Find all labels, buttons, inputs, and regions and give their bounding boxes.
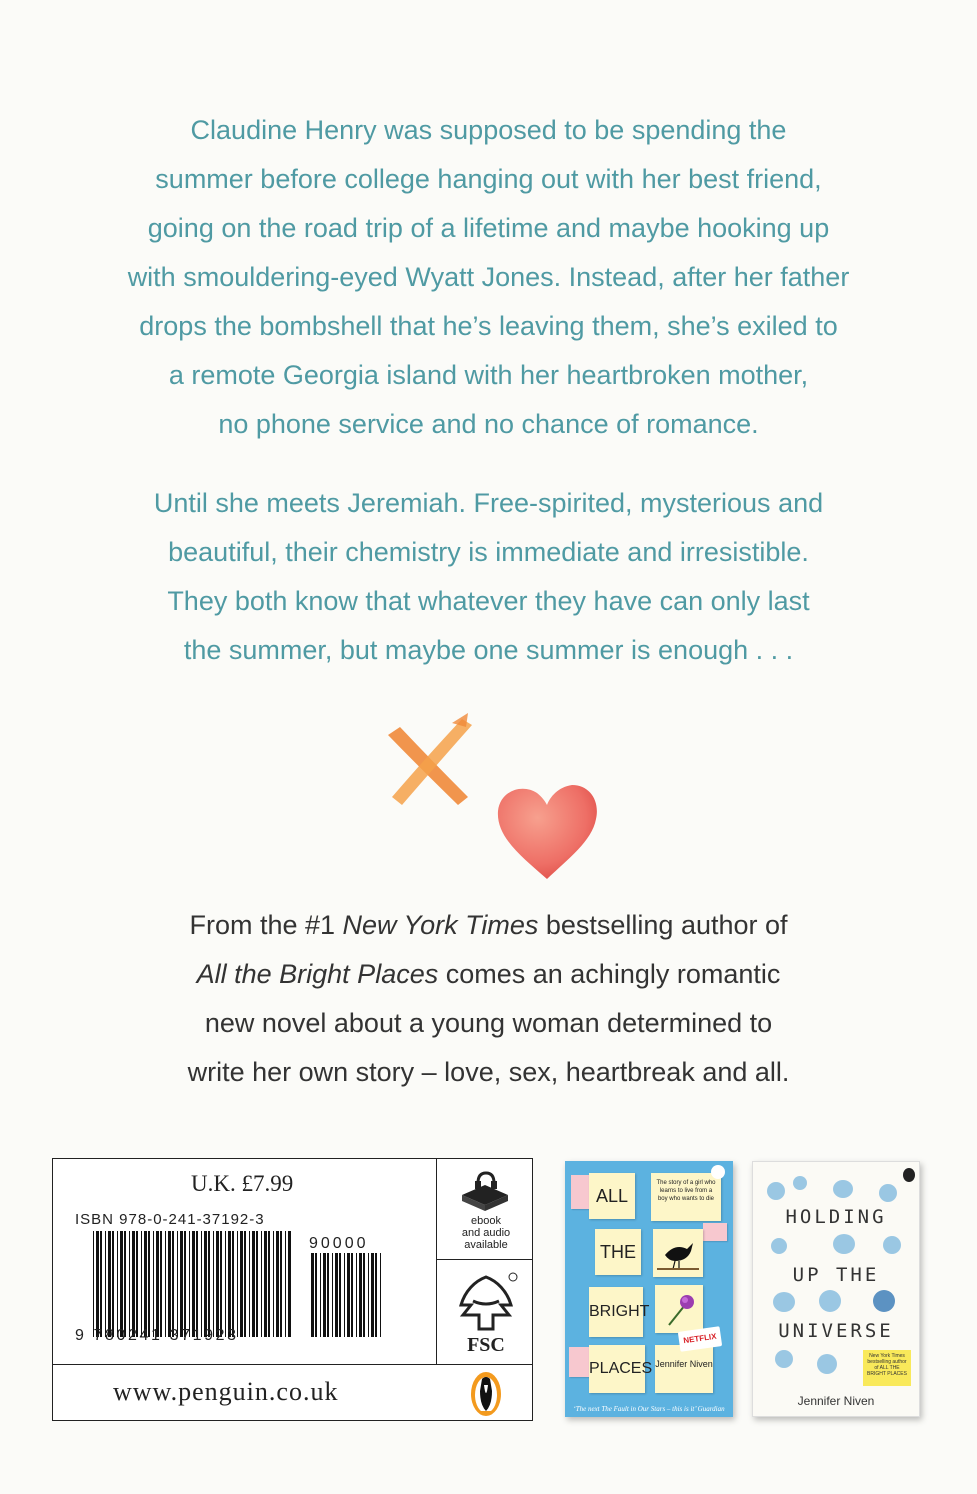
barcode-bar (363, 1253, 365, 1337)
blurb-paragraph-1 (60, 106, 917, 449)
fsc-text: FSC (467, 1334, 505, 1355)
barcode-bar (273, 1231, 274, 1337)
barcode-bar (311, 1253, 314, 1337)
barcode-bar (315, 1253, 317, 1337)
flower-icon (655, 1285, 703, 1333)
tagline-line-1: From the #1 New York Times bestselling author of (189, 910, 788, 940)
penguin-mini-icon (711, 1165, 725, 1179)
tagline-line-4: write her own story – love, sex, heartbreak and all. (187, 1057, 790, 1087)
sticky-note (569, 1347, 589, 1377)
barcode-bar (184, 1231, 186, 1337)
blurb-line: They both know that whatever they have can only last (167, 586, 810, 616)
barcode-bar (132, 1231, 135, 1337)
barcode-bar (344, 1253, 345, 1337)
barcode-bar (356, 1253, 357, 1337)
fsc-logo-icon (453, 1271, 519, 1355)
barcode-bar (189, 1231, 190, 1337)
ebook-text-line: available (464, 1239, 508, 1251)
barcode-bar (232, 1231, 234, 1337)
watercolor-heart-icon (492, 775, 602, 885)
barcode-bar (228, 1231, 231, 1337)
barcode-bar (225, 1231, 226, 1337)
barcode-panel (52, 1158, 533, 1421)
blue-dot (817, 1354, 837, 1374)
book-cover-holding-up-the-universe (752, 1161, 920, 1417)
barcode-bar (335, 1253, 338, 1337)
barcode-bar (216, 1231, 219, 1337)
blue-dot (879, 1184, 897, 1202)
barcode-bar (172, 1231, 174, 1337)
blurb-line: summer before college hanging out with her best friend, (155, 164, 822, 194)
barcode-bar (100, 1231, 102, 1337)
ebook-text-line: and audio (461, 1227, 511, 1239)
barcode-bar (280, 1231, 282, 1337)
barcode-bar (141, 1231, 142, 1337)
sticky-note-the: THE (595, 1229, 641, 1275)
barcode-bar (160, 1231, 162, 1337)
sticky-note-bright: BRIGHT (589, 1287, 643, 1337)
barcode-bar (339, 1253, 341, 1337)
barcode-bar (244, 1231, 246, 1337)
barcode-bar (124, 1231, 126, 1337)
barcode-bar (108, 1231, 111, 1337)
barcode-bar (204, 1231, 207, 1337)
book2-title-line-2: UP THE (792, 1264, 880, 1286)
barcode-bar (96, 1231, 99, 1337)
sticky-note-places: PLACES (589, 1345, 645, 1393)
ean-digits: 9 780241 371923 (75, 1327, 239, 1344)
blurb-paragraph-2 (60, 479, 917, 675)
sticky-note-blurb: The story of a girl who learns to live from a boy who wants to die (651, 1173, 721, 1221)
barcode-bar (276, 1231, 279, 1337)
ebook-text-line: ebook (471, 1215, 501, 1227)
barcode-bar (180, 1231, 183, 1337)
barcode-bar (249, 1231, 250, 1337)
barcode-bar (144, 1231, 147, 1337)
isbn-label: ISBN 978-0-241-37192-3 (75, 1211, 265, 1228)
blurb-line: no phone service and no chance of romance. (218, 409, 759, 439)
ebook-audio-icon (458, 1169, 512, 1215)
panel-divider (53, 1364, 532, 1365)
blue-dot (833, 1234, 855, 1254)
barcode-bar (375, 1253, 377, 1337)
blue-dot (833, 1180, 853, 1198)
barcode-bar (208, 1231, 210, 1337)
barcode-bar (285, 1231, 286, 1337)
blue-dot (775, 1350, 793, 1368)
barcode-bar (268, 1231, 270, 1337)
barcode-bar (380, 1253, 381, 1337)
blurb-line: beautiful, their chemistry is immediate and irresistible. (168, 537, 809, 567)
addon-digits: 90000 (309, 1235, 369, 1252)
barcode-bar (252, 1231, 255, 1337)
barcode-bar (332, 1253, 333, 1337)
addon-barcode (309, 1253, 383, 1337)
barcode-bar (117, 1231, 118, 1337)
price-label: U.K. £7.99 (191, 1171, 294, 1196)
blurb-line: Claudine Henry was supposed to be spending the (190, 115, 787, 145)
barcode-bar (368, 1253, 369, 1337)
blue-dot (819, 1290, 841, 1312)
tagline-line-3: new novel about a young woman determined to (204, 1008, 773, 1038)
sticky-note-flower (655, 1285, 703, 1333)
barcode-bar (237, 1231, 238, 1337)
tagline-line-2: All the Bright Places comes an achingly romantic (196, 959, 781, 989)
bird-icon (653, 1229, 703, 1277)
barcode-bar (105, 1231, 106, 1337)
blue-dot (873, 1290, 895, 1312)
barcode-bar (201, 1231, 202, 1337)
watercolor-x-icon (380, 713, 480, 813)
barcode-bar (120, 1231, 123, 1337)
sticky-note (703, 1223, 727, 1241)
blurb-line: Until she meets Jeremiah. Free-spirited, mysterious and (153, 488, 824, 518)
blurb-line: with smouldering-eyed Wyatt Jones. Instead, after her father (127, 262, 850, 292)
barcode-bar (196, 1231, 198, 1337)
barcode-bar (288, 1231, 291, 1337)
barcode-bar (153, 1231, 154, 1337)
panel-divider (436, 1259, 533, 1260)
barcode-bar (256, 1231, 258, 1337)
barcode-bar (359, 1253, 362, 1337)
blue-dot (793, 1176, 807, 1190)
penguin-logo-icon (470, 1371, 502, 1417)
barcode-bar (213, 1231, 214, 1337)
blue-dot (767, 1182, 785, 1200)
blurb-line: going on the road trip of a lifetime and maybe hooking up (147, 213, 830, 243)
blurb-line: drops the bombshell that he’s leaving them, she’s exiled to (139, 311, 838, 341)
ebook-availability (441, 1215, 531, 1251)
barcode-bar (93, 1231, 94, 1337)
book2-title-line-3: UNIVERSE (778, 1320, 894, 1342)
blurb-line: a remote Georgia island with her heartbroken mother, (168, 360, 809, 390)
barcode-bar (136, 1231, 138, 1337)
publisher-url: www.penguin.co.uk (113, 1377, 339, 1406)
ean-barcode (91, 1231, 291, 1337)
sticky-note-bird (653, 1229, 703, 1277)
barcode-bar (177, 1231, 178, 1337)
barcode-bar (220, 1231, 222, 1337)
barcode-bar (192, 1231, 195, 1337)
barcode-bar (261, 1231, 262, 1337)
barcode-bar (323, 1253, 326, 1337)
blue-dot (771, 1238, 787, 1254)
book2-title-line-1: HOLDING (785, 1206, 887, 1228)
author-note: New York Times bestselling author of ALL THE BRIGHT PLACES (863, 1350, 911, 1386)
sticky-note-all: ALL (589, 1173, 635, 1219)
barcode-bar (371, 1253, 374, 1337)
blurb-line: the summer, but maybe one summer is enough . . . (183, 635, 794, 665)
barcode-bar (129, 1231, 130, 1337)
barcode-bar (156, 1231, 159, 1337)
book2-author: Jennifer Niven (797, 1394, 875, 1408)
barcode-bar (320, 1253, 321, 1337)
barcode-bar (264, 1231, 267, 1337)
blue-dot (883, 1236, 901, 1254)
penguin-mini-icon (903, 1168, 915, 1182)
barcode-bar (327, 1253, 329, 1337)
book-cover-all-the-bright-places (565, 1161, 733, 1417)
sticky-note-author: Jennifer Niven (655, 1345, 713, 1393)
author-tagline (60, 901, 917, 1097)
cover-quote: ‘The next The Fault in Our Stars – this is it’ Guardian (573, 1405, 725, 1413)
barcode-bar (168, 1231, 171, 1337)
netflix-badge: NETFLIX (678, 1326, 722, 1352)
panel-divider (436, 1159, 437, 1364)
barcode-bar (351, 1253, 353, 1337)
barcode-bar (148, 1231, 150, 1337)
blue-dot (773, 1292, 795, 1312)
barcode-bar (347, 1253, 350, 1337)
sticky-note (571, 1175, 589, 1209)
barcode-bar (112, 1231, 114, 1337)
barcode-bar (165, 1231, 166, 1337)
barcode-bar (240, 1231, 243, 1337)
